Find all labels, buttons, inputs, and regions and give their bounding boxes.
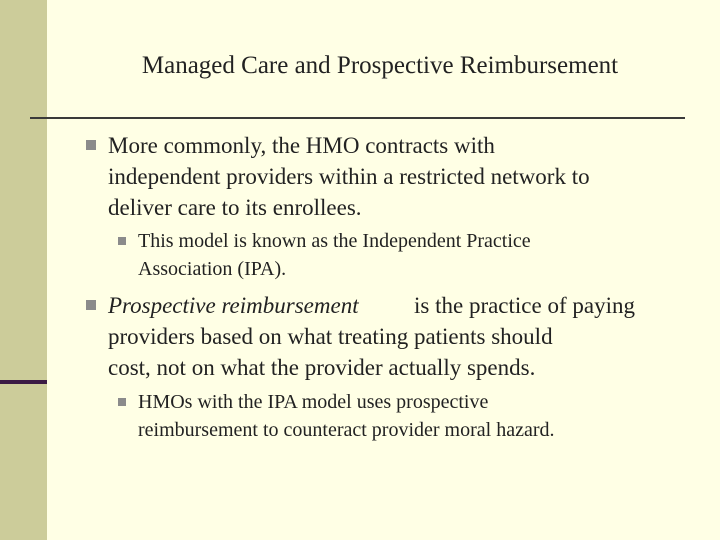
title-divider bbox=[30, 117, 685, 119]
sub-bullet-2-line-1: HMOs with the IPA model uses prospective bbox=[138, 391, 489, 413]
sidebar-band bbox=[0, 0, 47, 540]
bullet-marker bbox=[86, 300, 96, 310]
bullet-1-line-2: independent providers within a restricted network to bbox=[108, 164, 590, 189]
sub-bullet-1-line-1: This model is known as the Independent Practice bbox=[138, 230, 531, 252]
bullet-1-line-3: deliver care to its enrollees. bbox=[108, 195, 362, 220]
bullet-2-line-2: providers based on what treating patients should bbox=[108, 324, 553, 349]
sub-bullet-1-line-2: Association (IPA). bbox=[138, 258, 287, 280]
bullet-1-line-1: More commonly, the HMO contracts with bbox=[108, 133, 495, 158]
sidebar-accent bbox=[0, 380, 47, 384]
bullet-2-term: Prospective reimbursement bbox=[108, 293, 359, 318]
bullet-2-line-3: cost, not on what the provider actually spends. bbox=[108, 355, 536, 380]
bullet-2-term-rest: is the practice of paying bbox=[414, 293, 635, 318]
sub-bullet-2-line-2: reimbursement to counteract provider moral hazard. bbox=[138, 419, 555, 441]
bullet-marker bbox=[86, 140, 96, 150]
sub-bullet-marker bbox=[118, 398, 126, 406]
sub-bullet-marker bbox=[118, 237, 126, 245]
slide-title: Managed Care and Prospective Reimbursement bbox=[141, 52, 619, 79]
